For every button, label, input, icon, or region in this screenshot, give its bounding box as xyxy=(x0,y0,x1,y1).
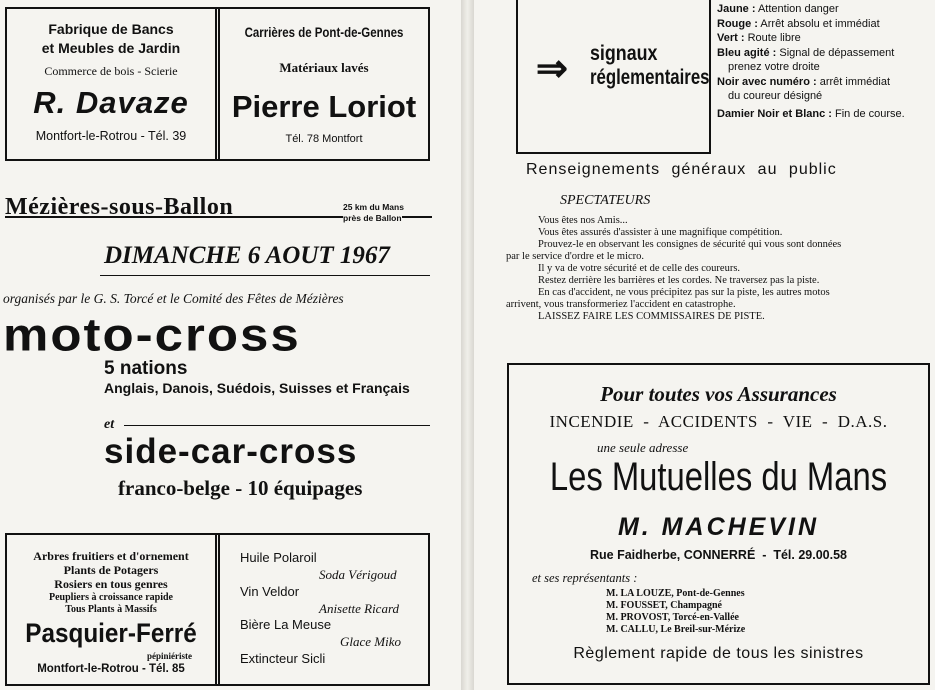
ad4-item-5: Bière La Meuse xyxy=(240,617,332,632)
ad4-item-1: Huile Polaroil xyxy=(240,550,317,565)
bottom-ads-box xyxy=(5,533,430,686)
rep-item: M. PROVOST, Torcé-en-Vallée xyxy=(606,612,739,623)
info-line: Prouvez-le en observant les consignes de sécurité qui vous sont données xyxy=(538,239,842,250)
ad3-name: Pasquier-Ferré xyxy=(25,618,197,648)
event-date-underline xyxy=(100,275,430,276)
ad1-name: R. Davaze xyxy=(33,85,189,120)
insurance-reps xyxy=(606,588,745,636)
ad2-name: Pierre Loriot xyxy=(231,89,417,124)
rep-item: M. LA LOUZE, Pont-de-Gennes xyxy=(606,588,745,599)
signal-row: Jaune : Attention danger xyxy=(717,3,839,15)
ad4-item-7: Extincteur Sicli xyxy=(240,651,326,666)
event-title-motocross: moto-cross xyxy=(3,308,301,361)
info-text xyxy=(506,215,934,323)
info-line: En cas d'accident, ne vous précipitez pas sur la piste, les autres motos xyxy=(538,287,830,298)
ad3-line1: Arbres fruitiers et d'ornement xyxy=(33,549,189,563)
signal-row: Bleu agité : Signal de dépassement xyxy=(717,46,895,59)
book-gutter xyxy=(461,0,474,690)
event-distance-1: 25 km du Mans xyxy=(343,202,404,212)
insurance-box xyxy=(507,363,930,685)
signal-row: Damier Noir et Blanc : Fin de course. xyxy=(717,107,905,120)
ad4-item-3: Vin Veldor xyxy=(240,584,300,599)
ad3-line5: Tous Plants à Massifs xyxy=(65,604,157,615)
event-title-sidecar: side-car-cross xyxy=(104,432,358,471)
info-heading: Renseignements généraux au public xyxy=(526,161,837,178)
insurance-reps-intro: et ses représentants : xyxy=(532,571,638,585)
ad3-line4: Peupliers à croissance rapide xyxy=(49,592,173,603)
ad2-line1: Carrières de Pont-de-Gennes xyxy=(244,25,404,40)
event-place: Mézières-sous-Ballon xyxy=(5,194,234,220)
rep-item: M. FOUSSET, Champagné xyxy=(606,600,722,611)
info-line: par le service d'ordre et le micro. xyxy=(506,251,645,262)
insurance-agent: M. MACHEVIN xyxy=(617,513,820,541)
insurance-categories: INCENDIE - ACCIDENTS - VIE - D.A.S. xyxy=(549,412,888,431)
ad2-line2: Matériaux lavés xyxy=(279,60,369,75)
top-ads-box xyxy=(5,7,430,161)
ad3-line2: Plants de Potagers xyxy=(63,563,159,577)
info-line: Restez derrière les barrières et les cordes. Ne traversez pas la piste. xyxy=(538,275,820,286)
arrow-icon: ⇒ xyxy=(536,48,568,90)
event-nations: 5 nations xyxy=(104,358,188,379)
info-line: LAISSEZ FAIRE LES COMMISSAIRES DE PISTE. xyxy=(538,311,765,322)
info-subheading: SPECTATEURS xyxy=(560,193,651,208)
ad4-item-2: Soda Vérigoud xyxy=(319,567,397,582)
signal-row: Vert : Route libre xyxy=(717,32,801,44)
signal-row: prenez votre droite xyxy=(728,61,820,73)
signal-row: Rouge : Arrêt absolu et immédiat xyxy=(717,17,880,30)
signal-row: du coureur désigné xyxy=(728,90,823,102)
ad-divider xyxy=(215,535,220,684)
event-conjunction: et xyxy=(104,417,115,432)
event-countries: Anglais, Danois, Suédois, Suisses et Français xyxy=(104,380,410,396)
signals-title-2: réglementaires xyxy=(590,66,710,89)
event-date: DIMANCHE 6 AOUT 1967 xyxy=(104,242,390,269)
signals-list xyxy=(717,2,932,121)
insurance-footer: Règlement rapide de tous les sinistres xyxy=(573,645,864,662)
ad1-line2: et Meubles de Jardin xyxy=(41,40,181,56)
info-line: arrivent, vous transformeriez l'accident en catastrophe. xyxy=(506,299,736,310)
ad1-line3: Commerce de bois - Scierie xyxy=(44,64,178,78)
signals-title-1: signaux xyxy=(590,42,658,65)
event-sidecar-subtitle: franco-belge - 10 équipages xyxy=(118,476,363,500)
ad3-address: Montfort-le-Rotrou - Tél. 85 xyxy=(37,663,185,675)
event-distance-2: près de Ballon xyxy=(343,213,402,223)
ad4-item-6: Glace Miko xyxy=(340,634,402,649)
ad2-phone: Tél. 78 Montfort xyxy=(285,133,363,145)
event-organizers: organisés par le G. S. Torcé et le Comité des Fêtes de Mézières xyxy=(3,291,344,306)
insurance-tagline: une seule adresse xyxy=(597,440,689,455)
signal-row: Noir avec numéro : arrêt immédiat xyxy=(717,75,890,88)
event-et-rule xyxy=(124,425,430,426)
insurance-script-title: Pour toutes vos Assurances xyxy=(600,382,837,406)
insurance-company: Les Mutuelles du Mans xyxy=(549,455,888,499)
ad4-item-4: Anisette Ricard xyxy=(319,601,400,616)
insurance-address: Rue Faidherbe, CONNERRÉ - Tél. 29.00.58 xyxy=(589,548,848,562)
ad1-address: Montfort-le-Rotrou - Tél. 39 xyxy=(35,129,187,143)
ad1-line1: Fabrique de Bancs xyxy=(48,21,174,37)
ad3-line3: Rosiers en tous genres xyxy=(54,577,168,591)
info-line: Vous êtes assurés d'assister à une magnifique compétition. xyxy=(538,227,783,238)
ad3-role: pépiniériste xyxy=(147,651,192,661)
rep-item: M. CALLU, Le Breil-sur-Mérize xyxy=(606,624,746,635)
signals-box xyxy=(516,0,711,154)
info-line: Vous êtes nos Amis... xyxy=(538,215,628,226)
info-line: Il y va de votre sécurité et de celle des coureurs. xyxy=(538,263,741,274)
